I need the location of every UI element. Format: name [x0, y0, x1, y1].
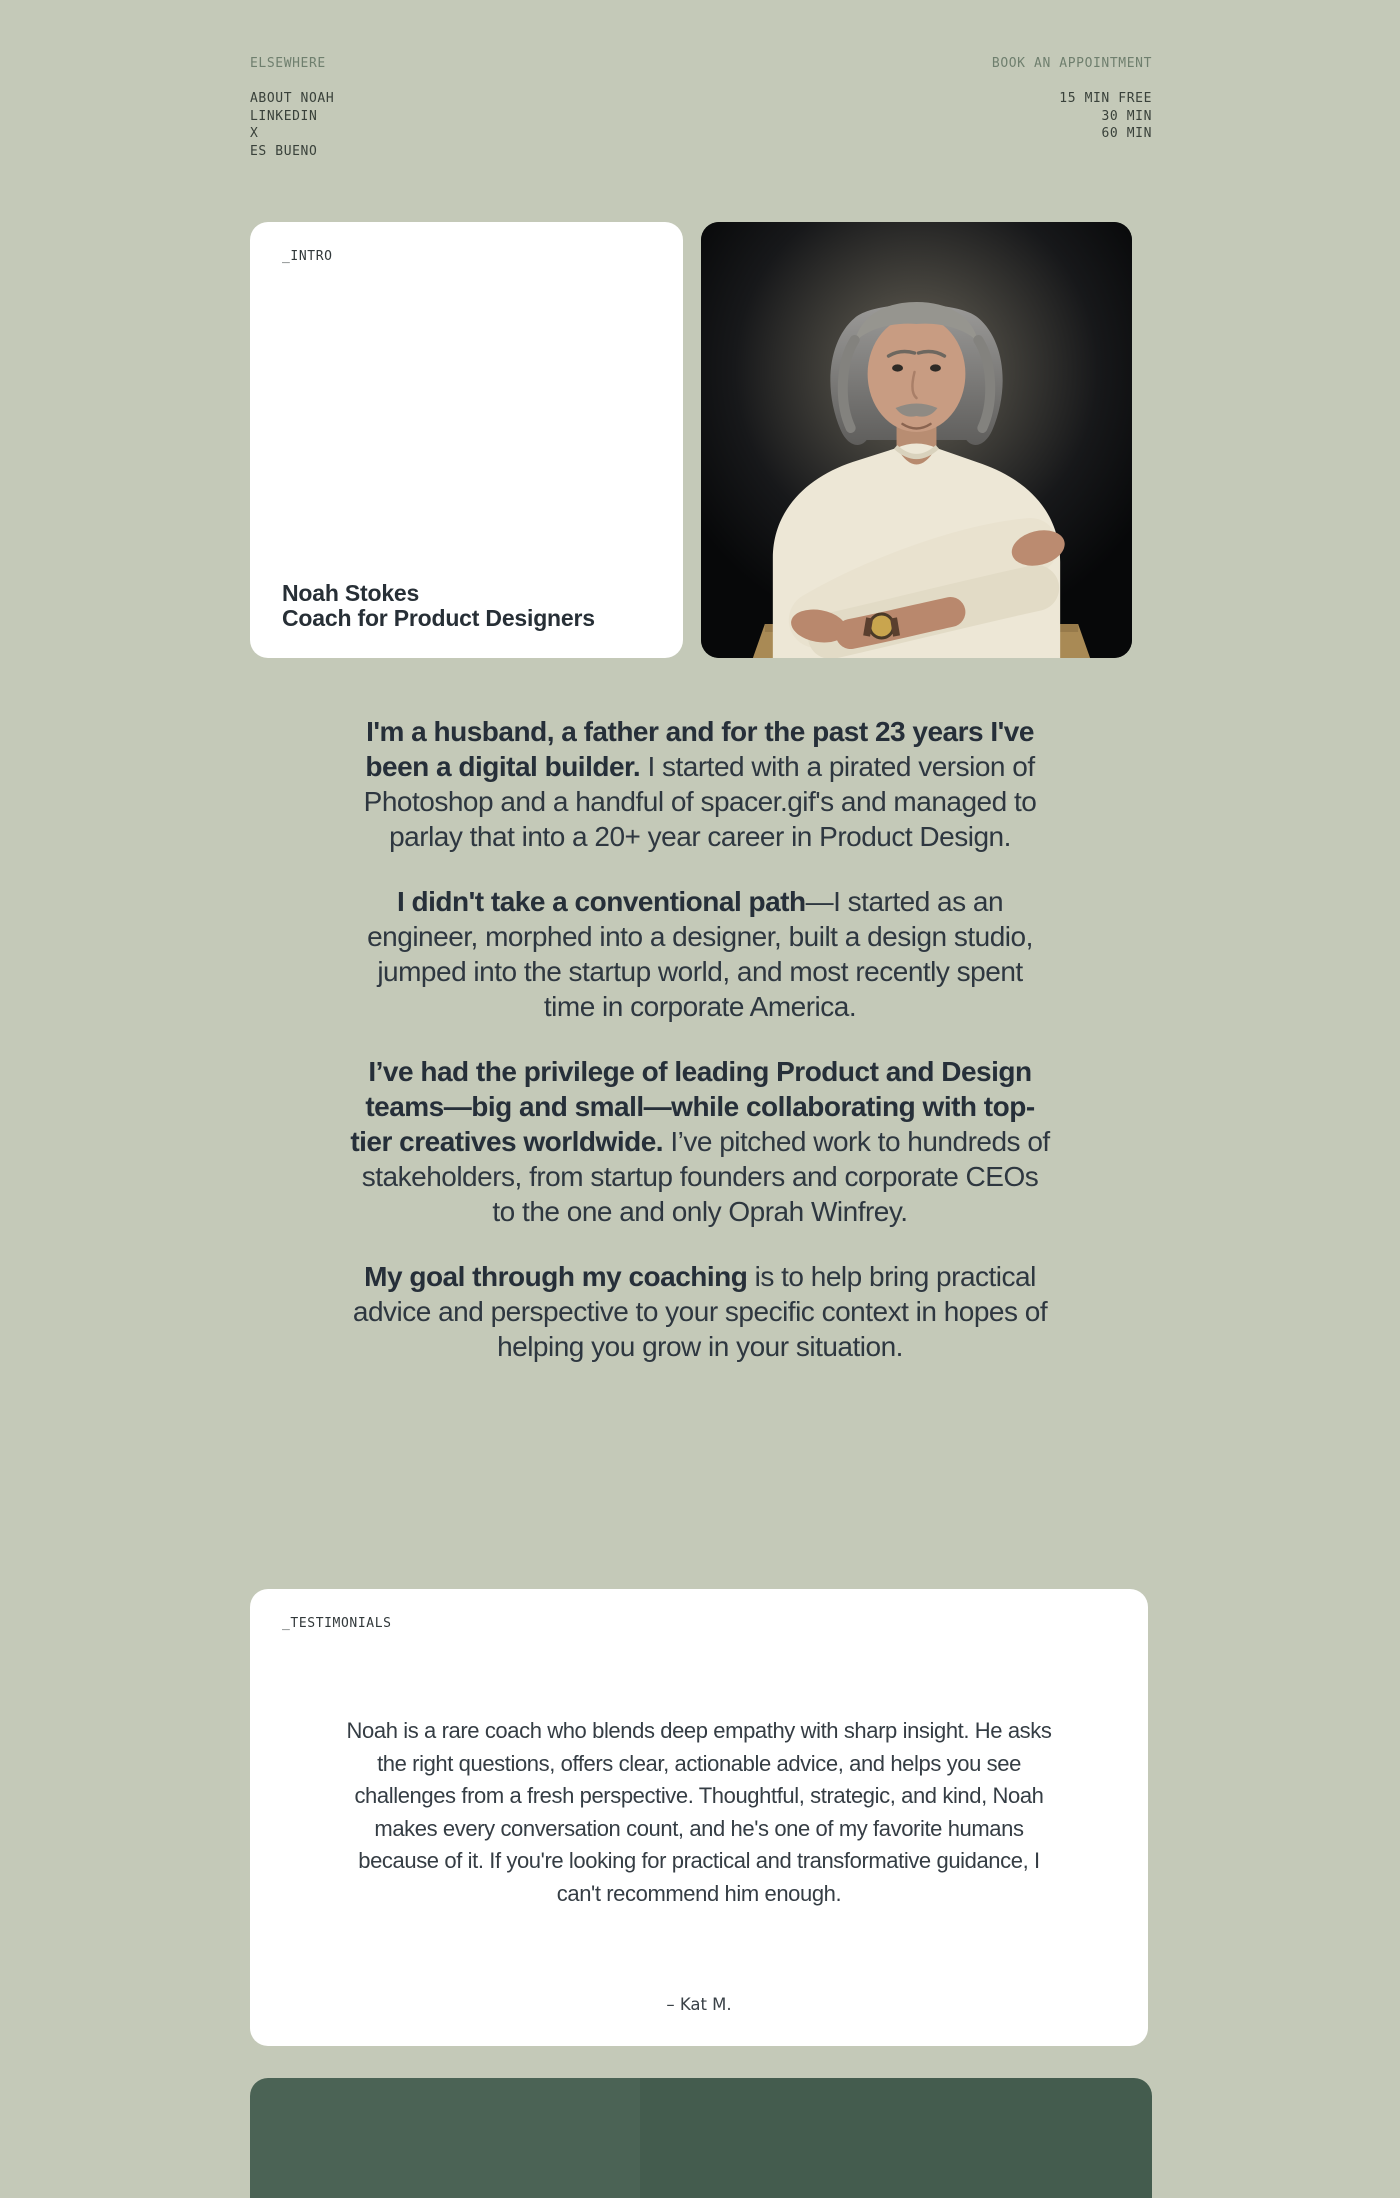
next-section-teaser	[250, 2078, 1152, 2198]
nav-link-linkedin[interactable]: LINKEDIN	[250, 108, 318, 124]
next-section-left-panel	[250, 2078, 640, 2198]
nav-link-es-bueno[interactable]: ES BUENO	[250, 143, 318, 159]
about-p4-lead: My goal through my coaching	[364, 1261, 748, 1292]
intro-card	[250, 222, 683, 658]
about-p2-lead: I didn't take a conventional path	[396, 886, 806, 917]
about-p3-lead: I’ve had the privilege of leading Product and Design teams—big and small—while collaborating with top-tier creatives worldwide.	[350, 1056, 1035, 1157]
nav-link-x[interactable]: X	[250, 126, 259, 141]
testimonial-quote: Noah is a rare coach who blends deep empathy with sharp insight. He asks the right questions, offers clear, actionable advice, and helps you see challenges from a fresh perspective. Thoughtful, strategic, and kind, Noah makes every conversation count, and he's one of my favorite humans because of it. If you're looking for practical and transformative guidance, I can't recommend him enough.	[346, 1718, 1052, 1906]
portrait-photo	[701, 222, 1132, 658]
nav-link-60-min[interactable]: 60 MIN	[1101, 126, 1152, 141]
about-p1-lead: I'm a husband, a father and for the past 23 years I've been a digital builder.	[365, 716, 1034, 782]
about-p4-body: is to help bring practical advice and perspective to your specific context in hopes of helping you grow in your situation.	[352, 1261, 1048, 1362]
next-section-right-panel	[640, 2078, 1152, 2198]
intro-title	[282, 581, 651, 630]
about-paragraph	[350, 884, 1050, 1024]
elsewhere-heading: ELSEWHERE	[250, 56, 326, 71]
testimonials-section-label: _TESTIMONIALS	[282, 1616, 392, 1631]
nav-link-30-min[interactable]: 30 MIN	[1101, 108, 1152, 124]
nav-link-about-noah[interactable]: ABOUT NOAH	[250, 91, 335, 106]
about-paragraph	[350, 1054, 1050, 1229]
portrait-illustration	[701, 222, 1132, 658]
testimonial-attribution: – Kat M.	[666, 1995, 732, 2014]
booking-heading: BOOK AN APPOINTMENT	[991, 56, 1152, 71]
nav-link-15-min-free[interactable]: 15 MIN FREE	[1059, 91, 1152, 106]
about-paragraph	[350, 714, 1050, 854]
about-p2-body: —I started as an engineer, morphed into a designer, built a design studio, jumped into the startup world, and most recently spent time in corporate America.	[367, 886, 1033, 1022]
testimonials-card	[250, 1589, 1148, 2046]
intro-role: Coach for Product Designers	[282, 604, 595, 631]
intro-name: Noah Stokes	[282, 580, 420, 607]
about-p3-body: I’ve pitched work to hundreds of stakeholders, from startup founders and corporate CEOs to the one and only Oprah Winfrey.	[361, 1126, 1050, 1227]
about-section	[350, 714, 1050, 1394]
about-paragraph	[350, 1259, 1050, 1364]
intro-section-label: _INTRO	[282, 249, 333, 264]
elsewhere-nav	[250, 56, 334, 160]
booking-nav	[992, 56, 1152, 143]
about-p1-body: I started with a pirated version of Photoshop and a handful of spacer.gif's and managed to parlay that into a 20+ year career in Product Design.	[363, 751, 1037, 852]
